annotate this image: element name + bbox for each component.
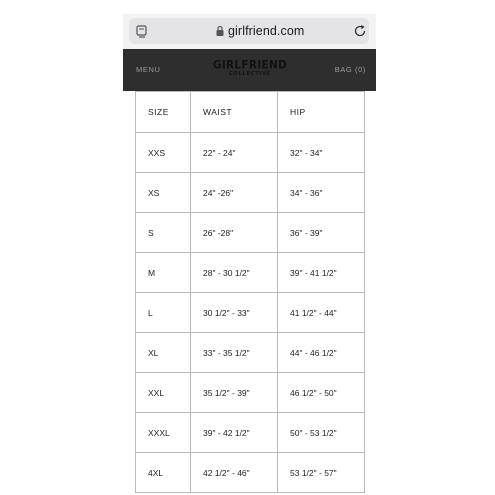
hip-cell: 46 1/2" - 50" xyxy=(278,373,365,413)
brand-logo-sub: COLLECTIVE xyxy=(229,71,271,77)
hip-cell: 34" - 36" xyxy=(278,173,365,213)
table-row xyxy=(136,293,365,333)
table-row xyxy=(136,253,365,293)
browser-chrome xyxy=(123,14,376,49)
size-cell: XXS xyxy=(136,133,191,173)
column-header-waist: WAIST xyxy=(191,92,278,133)
column-header-hip: HIP xyxy=(278,92,365,133)
url-bar[interactable] xyxy=(129,18,369,44)
reload-icon[interactable] xyxy=(353,24,367,38)
brand-logo-main: GIRLFRIEND xyxy=(212,58,288,72)
size-cell: XS xyxy=(136,173,191,213)
waist-cell: 24" -26" xyxy=(191,173,278,213)
table-header-row xyxy=(136,92,365,133)
column-header-size: SIZE xyxy=(136,92,191,133)
table-row xyxy=(136,333,365,373)
table-row xyxy=(136,453,365,493)
hip-cell: 39" - 41 1/2" xyxy=(278,253,365,293)
lock-icon xyxy=(215,25,225,37)
size-cell: XXXL xyxy=(136,413,191,453)
size-cell: L xyxy=(136,293,191,333)
size-cell: M xyxy=(136,253,191,293)
waist-cell: 26" -28" xyxy=(191,213,278,253)
url-text[interactable]: girlfriend.com xyxy=(228,24,305,38)
size-chart-table xyxy=(135,91,365,493)
waist-cell: 39" - 42 1/2" xyxy=(191,413,278,453)
hip-cell: 53 1/2" - 57" xyxy=(278,453,365,493)
waist-cell: 33" - 35 1/2" xyxy=(191,333,278,373)
waist-cell: 28" - 30 1/2" xyxy=(191,253,278,293)
bag-button[interactable]: BAG (0) xyxy=(334,65,366,74)
tabs-icon[interactable] xyxy=(135,24,149,38)
menu-button[interactable]: MENU xyxy=(136,65,161,74)
hip-cell: 41 1/2" - 44" xyxy=(278,293,365,333)
table-row xyxy=(136,373,365,413)
table-row xyxy=(136,173,365,213)
size-cell: 4XL xyxy=(136,453,191,493)
waist-cell: 30 1/2" - 33" xyxy=(191,293,278,333)
size-cell: S xyxy=(136,213,191,253)
table-row xyxy=(136,213,365,253)
hip-cell: 36" - 39" xyxy=(278,213,365,253)
hip-cell: 50" - 53 1/2" xyxy=(278,413,365,453)
size-cell: XL xyxy=(136,333,191,373)
waist-cell: 42 1/2" - 46" xyxy=(191,453,278,493)
table-row xyxy=(136,133,365,173)
hip-cell: 32" - 34" xyxy=(278,133,365,173)
table-row xyxy=(136,413,365,453)
waist-cell: 35 1/2" - 39" xyxy=(191,373,278,413)
brand-logo[interactable] xyxy=(207,60,293,77)
hip-cell: 44" - 46 1/2" xyxy=(278,333,365,373)
waist-cell: 22" - 24" xyxy=(191,133,278,173)
size-cell: XXL xyxy=(136,373,191,413)
site-header xyxy=(123,49,376,91)
